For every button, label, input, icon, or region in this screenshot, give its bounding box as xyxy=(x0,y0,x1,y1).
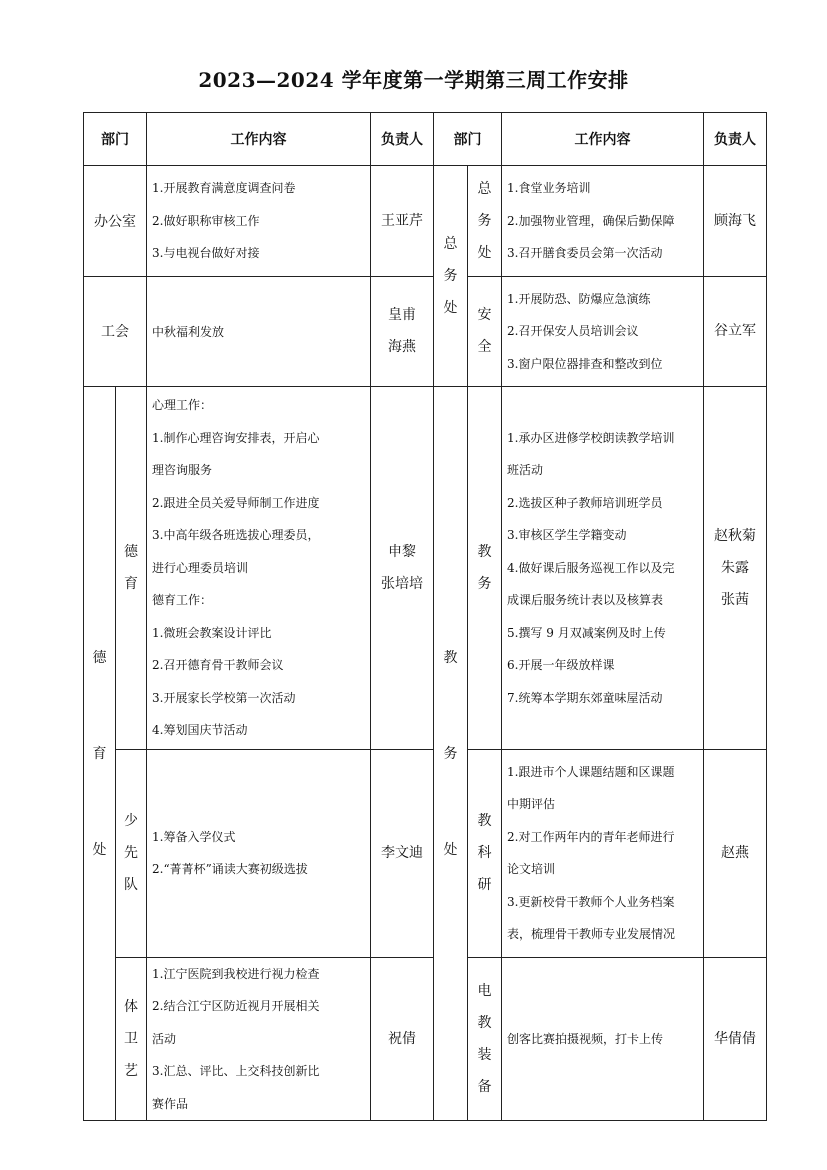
dept-office: 办公室 xyxy=(84,166,147,277)
person-union: 皇甫 海燕 xyxy=(371,276,434,387)
pe-item: 活动 xyxy=(152,1031,177,1046)
pe-item: 3.汇总、评比、上交科技创新比 xyxy=(152,1064,320,1078)
pioneers-item: 1.筹备入学仪式 xyxy=(152,829,236,844)
research-item: 2.对工作两年内的青年老师进行 xyxy=(507,829,675,844)
subdept-safety: 安 全 xyxy=(468,276,502,387)
row-pe-equipment xyxy=(84,957,767,1121)
row-moral-academic xyxy=(84,387,767,750)
header-dept-left: 部门 xyxy=(84,113,147,166)
person-general-affairs: 顾海飞 xyxy=(704,166,767,277)
moral-item: 德育工作： xyxy=(152,593,213,607)
subdept-academic: 教 务 xyxy=(468,387,502,750)
subdept-moral: 德 育 xyxy=(116,387,147,750)
research-item: 论文培训 xyxy=(507,862,556,876)
person-research: 赵燕 xyxy=(704,749,767,957)
dept-general-affairs: 总 务 处 xyxy=(434,166,468,387)
moral-item: 2.召开德育骨干教师会议 xyxy=(152,658,284,672)
content-av-equipment: 创客比赛拍摄视频，打卡上传 xyxy=(502,957,704,1121)
ga-item-2: 2.加强物业管理，确保后勤保障 xyxy=(507,213,675,228)
academic-item: 4.做好课后服务巡视工作以及完 xyxy=(507,560,675,575)
content-safety xyxy=(502,276,704,387)
office-item-1: 1.开展教育满意度调查问卷 xyxy=(152,181,296,195)
office-item-3: 3.与电视台做好对接 xyxy=(152,246,260,260)
pioneers-item: 2.“菁菁杯”诵读大赛初级选拔 xyxy=(152,862,308,876)
content-pe-health-arts xyxy=(147,957,371,1121)
office-item-2: 2.做好职称审核工作 xyxy=(152,213,260,228)
work-schedule-table xyxy=(83,112,767,1121)
row-office xyxy=(84,166,767,277)
row-union xyxy=(84,276,767,387)
research-item: 1.跟进市个人课题结题和区课题 xyxy=(507,764,675,779)
safety-item-2: 2.召开保安人员培训会议 xyxy=(507,324,639,338)
content-academic xyxy=(502,387,704,750)
academic-item: 1.承办区进修学校朗读教学培训 xyxy=(507,430,675,445)
academic-item: 成课后服务统计表以及核算表 xyxy=(507,593,664,607)
ga-item-3: 3.召开膳食委员会第一次活动 xyxy=(507,246,663,260)
person-safety: 谷立军 xyxy=(704,276,767,387)
dept-moral-office: 德 育 处 xyxy=(84,387,116,1121)
moral-item: 1.制作心理咨询安排表，开启心 xyxy=(152,430,320,445)
pe-item: 2.结合江宁区防近视月开展相关 xyxy=(152,999,320,1013)
research-item: 中期评估 xyxy=(507,797,556,811)
academic-item: 6.开展一年级放样课 xyxy=(507,658,615,672)
header-row xyxy=(84,113,767,166)
content-office xyxy=(147,166,371,277)
moral-item: 进行心理委员培训 xyxy=(152,560,249,575)
academic-item: 5.撰写 9 月双减案例及时上传 xyxy=(507,625,666,640)
content-research xyxy=(502,749,704,957)
header-content-left: 工作内容 xyxy=(147,113,371,166)
research-item: 3.更新校骨干教师个人业务档案 xyxy=(507,894,675,909)
header-person-right: 负责人 xyxy=(704,113,767,166)
moral-item: 4.筹划国庆节活动 xyxy=(152,723,248,737)
header-dept-right: 部门 xyxy=(434,113,502,166)
research-item: 表，梳理骨干教师专业发展情况 xyxy=(507,927,676,941)
subdept-research: 教 科 研 xyxy=(468,749,502,957)
subdept-av-equipment: 电 教 装 备 xyxy=(468,957,502,1121)
dept-academic-office: 教 务 处 xyxy=(434,387,468,1121)
subdept-young-pioneers: 少 先 队 xyxy=(116,749,147,957)
safety-item-1: 1.开展防恐、防爆应急演练 xyxy=(507,291,651,306)
ga-item-1: 1.食堂业务培训 xyxy=(507,181,591,195)
academic-item: 班活动 xyxy=(507,463,544,477)
row-pioneers-research xyxy=(84,749,767,957)
academic-item: 2.选拔区种子教师培训班学员 xyxy=(507,495,663,510)
person-moral: 申黎 张培培 xyxy=(371,387,434,750)
person-av-equipment: 华倩倩 xyxy=(704,957,767,1121)
person-pe-health-arts: 祝倩 xyxy=(371,957,434,1121)
pe-item: 1.江宁医院到我校进行视力检查 xyxy=(152,966,320,981)
subdept-pe-health-arts: 体 卫 艺 xyxy=(116,957,147,1121)
content-general-affairs xyxy=(502,166,704,277)
moral-item: 3.开展家长学校第一次活动 xyxy=(152,690,296,705)
moral-item: 3.中高年级各班选拔心理委员， xyxy=(152,528,320,542)
moral-item: 心理工作： xyxy=(152,398,213,412)
academic-item: 3.审核区学生学籍变动 xyxy=(507,528,627,542)
moral-item: 1.微班会教案设计评比 xyxy=(152,625,272,640)
academic-item: 7.统筹本学期东郊童味屋活动 xyxy=(507,690,663,705)
content-moral xyxy=(147,387,371,750)
header-content-right: 工作内容 xyxy=(502,113,704,166)
content-union: 中秋福利发放 xyxy=(147,276,371,387)
person-office: 王亚芹 xyxy=(371,166,434,277)
content-young-pioneers xyxy=(147,749,371,957)
person-young-pioneers: 李文迪 xyxy=(371,749,434,957)
document-title: 2023—2024 学年度第一学期第三周工作安排 xyxy=(198,68,629,92)
safety-item-3: 3.窗户限位器排查和整改到位 xyxy=(507,356,663,371)
person-academic: 赵秋菊 朱露 张茜 xyxy=(704,387,767,750)
moral-item: 理咨询服务 xyxy=(152,463,213,477)
pe-item: 赛作品 xyxy=(152,1096,189,1111)
header-person-left: 负责人 xyxy=(371,113,434,166)
moral-item: 2.跟进全员关爱导师制工作进度 xyxy=(152,495,320,510)
subdept-general-affairs: 总 务 处 xyxy=(468,166,502,277)
dept-union: 工会 xyxy=(84,276,147,387)
